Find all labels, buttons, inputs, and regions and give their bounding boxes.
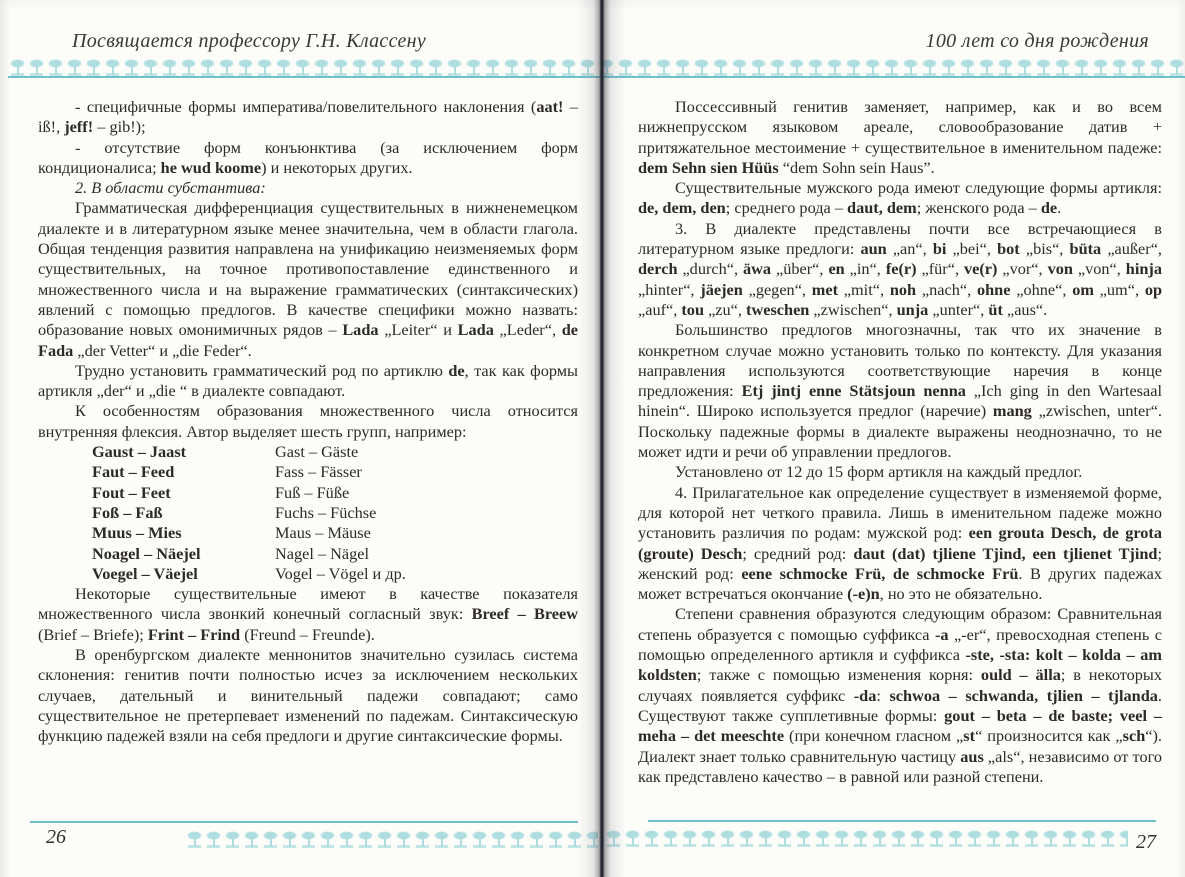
german-word-pair: Gast – Gäste bbox=[275, 442, 359, 462]
dialect-word-pair: Voegel – Väejel bbox=[92, 563, 198, 583]
dialect-word-pair: Foß – Faß bbox=[92, 502, 163, 522]
dialect-word-pair: Faut – Feed bbox=[92, 462, 175, 482]
left-page-body bbox=[38, 97, 578, 747]
dialect-word-pair: Fout – Feet bbox=[92, 482, 171, 502]
right-running-head: 100 лет со дня рождения bbox=[925, 30, 1149, 52]
ornamental-border-top bbox=[8, 57, 1185, 78]
dialect-word-pair: Gaust – Jaast bbox=[92, 442, 187, 462]
paragraph: Поссессивный генитив заменяет, например, как и во всем нижнепрусском языковом ареале, словообразование датив + притяжательное местоимение + существительное в именительном падеже: dem Sehn sien Hüüs “dem Sohn sein Haus”. bbox=[638, 97, 1162, 177]
german-word-pair: Fuchs – Füchse bbox=[275, 502, 377, 522]
paragraph: Трудно установить грамматический род по артиклю de, так как формы артикля „der“ и „die “ в диалекте совпадают. bbox=[38, 360, 578, 401]
paragraph: Степени сравнения образуются следующим образом: Сравнительная степень образуется с помощью суффикса -a „-er“, превосходная степень с помощью определенного артикля и суффикса -ste, -sta: kolt – kolda – am koldsten; также с помощью изменения корня: ould – älla; в некоторых случаях появляется суффикс -da: schwoa – schwanda, tjlien – tjlanda. Существуют также супплетивные формы: gout – beta – de baste; veel – meha – det meeschte (при конечном гласном „st“ произносится как „sch“). Диалект знает только сравнительную частицу aus „als“, независимо от того как представлено качество – в равной или разной степени. bbox=[638, 604, 1163, 786]
word-pair-row bbox=[38, 503, 578, 523]
word-pair-row bbox=[38, 442, 578, 462]
paragraph: К особенностям образования множественного числа относится внутренняя флексия. Автор выделяет шесть групп, например: bbox=[38, 401, 578, 441]
paragraph: 2. В области субстантива: bbox=[75, 178, 266, 198]
paragraph: Грамматическая дифференциация существительных в нижненемецком диалекте и в литературном языке менее значительна, чем в области глагола. Общая тенденция развития направлена на унификацию неизменяемых форм существительных, на точное противопоставление единственного и множественного числа и на выражение грамматических (синтаксических) явлений с помощью предлогов. В качестве специфики можно назвать: образование новых омонимичных рядов – Lada „Leiter“ и Lada „Leder“, de Fada „der Vetter“ и „die Feder“. bbox=[38, 198, 579, 360]
top-rule bbox=[8, 76, 1185, 78]
dialect-word-pair: Muus – Mies bbox=[92, 523, 182, 543]
paragraph: Установлено от 12 до 15 форм артикля на каждый предлог. bbox=[675, 462, 1083, 482]
word-pair-row bbox=[38, 483, 578, 503]
bottom-rule-left bbox=[30, 821, 578, 823]
page-number-left: 26 bbox=[46, 826, 66, 848]
right-page-body bbox=[638, 97, 1162, 787]
word-pair-row bbox=[38, 523, 578, 543]
paragraph: - специфичные формы императива/повелительного наклонения (aat! – iß!, jeff! – gib!); bbox=[38, 97, 579, 137]
paragraph: Некоторые существительные имеют в качестве показателя множественного числа звонкий конечный согласный звук: Breef – Breew (Brief – Briefe); Frint – Frind (Freund – Freunde). bbox=[38, 584, 579, 644]
ornamental-border-bottom-left bbox=[185, 829, 598, 848]
ornamental-border-bottom-right bbox=[604, 828, 1128, 847]
paragraph: 3. В диалекте представлены почти все встречающиеся в литературном языке предлоги: aun „an“, bi „bei“, bot „bis“, büta „außer“, derch „durch“, äwa „über“, en „in“, fe(r) „für“, ve(r) „vor“, von „von“, hinja „hinter“, jäejen „gegen“, met „mit“, noh „nach“, ohne „ohne“, om „um“, op „auf“, tou „zu“, tweschen „zwischen“, unja „unter“, üt „aus“. bbox=[638, 218, 1163, 319]
bottom-rule-right bbox=[648, 820, 1156, 822]
german-word-pair: Fass – Fässer bbox=[275, 462, 362, 482]
page-number-right: 27 bbox=[1136, 831, 1156, 853]
german-word-pair: Maus – Mäuse bbox=[275, 523, 371, 543]
german-word-pair: Fuß – Füße bbox=[275, 482, 350, 502]
paragraph: Большинство предлогов многозначны, так что их значение в конкретном случае можно установить только по контексту. Для указания направления используются соответствующие наречия в конце предложения: Etj jintj enne Stätsjoun nenna „Ich ging in den Wartesaal hinein“. Широко используется предлог (наречие) mang „zwischen, unter“. Поскольку падежные формы в диалекте выражены неоднозначно, то не может идти и речи об управлении предлогов. bbox=[638, 320, 1162, 462]
word-pair-row bbox=[38, 462, 578, 482]
dialect-word-pair: Noagel – Näejel bbox=[92, 543, 201, 563]
paragraph: В оренбургском диалекте меннонитов значительно сузилась система склонения: генитив почти полностью исчез за исключением нескольких случаев, дательный и винительный падежи совпадают; само существительное не претерпевает изменений по падежам. Синтаксическую функцию падежей взяли на себя предлоги и другие синтаксические формы. bbox=[38, 645, 578, 746]
ornament-row-icon bbox=[8, 57, 1185, 76]
paragraph: 4. Прилагательное как определение существует в изменяемой форме, для которой нет четкого правила. Лишь в именительном падеже можно установить различия по родам: мужской род: een grouta Desch, de grota (groute) Desch; средний род: daut (dat) tjliene Tjind, een tjlienet Tjind; женский род: eene schmocke Frü, de schmocke Frü. В других падежах может встречаться окончание (-e)n, но это не обязательно. bbox=[638, 482, 1163, 604]
german-word-pair: Vogel – Vögel и др. bbox=[275, 563, 406, 583]
left-running-head: Посвящается профессору Г.Н. Классену bbox=[72, 30, 427, 52]
paragraph: Существительные мужского рода имеют следующие формы артикля: de, dem, den; среднего рода – daut, dem; женского рода – de. bbox=[638, 178, 1162, 218]
german-word-pair: Nagel – Nägel bbox=[275, 543, 370, 563]
word-pair-row bbox=[38, 564, 578, 584]
paragraph: - отсутствие форм конъюнктива (за исключением форм кондиционалиса; he wud koome) и некоторых других. bbox=[38, 137, 578, 177]
word-pair-row bbox=[38, 544, 578, 564]
